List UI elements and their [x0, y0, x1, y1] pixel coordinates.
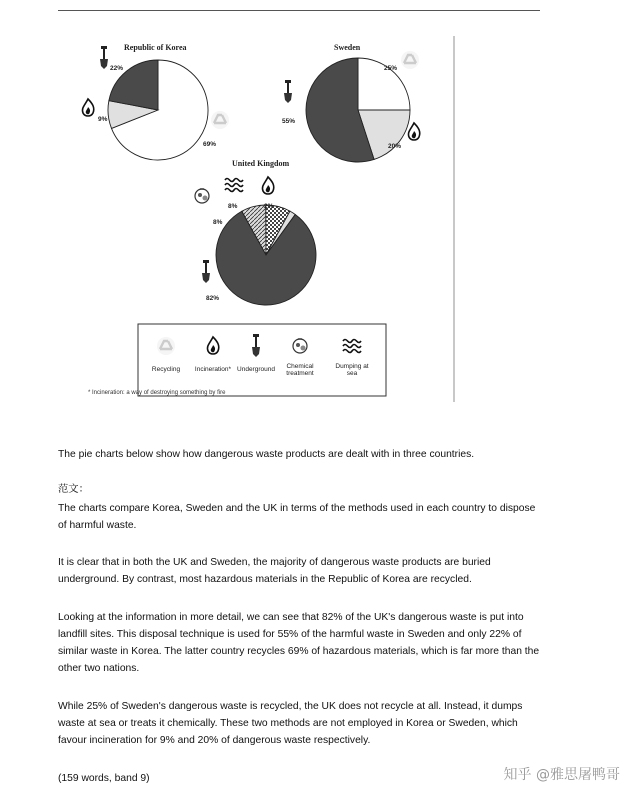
question-text: The pie charts below show how dangerous waste products are dealt with in three countries. — [58, 449, 475, 460]
legend-recycle-icon — [157, 337, 175, 355]
paragraph-2: It is clear that in both the UK and Sweden, the majority of dangerous waste products are buried underground. By contrast, most hazardous materials in the Republic of Korea are recycled. — [58, 557, 491, 585]
pie-charts-svg — [58, 28, 458, 408]
sweden-flame-icon — [408, 123, 419, 140]
sweden-label-incineration: 20% — [388, 143, 402, 150]
legend-label-chemical: Chemical treatment — [286, 363, 314, 377]
korea-title: Republic of Korea — [124, 43, 187, 52]
sweden-title: Sweden — [334, 43, 361, 52]
legend-flask-icon — [293, 339, 307, 353]
sweden-shovel-icon — [284, 80, 292, 103]
sweden-label-underground: 55% — [282, 118, 296, 125]
sweden-recycle-icon — [401, 51, 419, 69]
uk-label-underground: 82% — [206, 295, 220, 302]
watermark: 知乎 @雅思屠鸭哥 — [503, 767, 620, 783]
korea-pie — [108, 60, 208, 160]
uk-label-chemical: 8% — [213, 219, 223, 226]
korea-label-underground: 22% — [110, 65, 124, 72]
legend-label-recycling: Recycling — [151, 366, 181, 373]
uk-shovel-icon — [202, 260, 210, 283]
top-rule — [58, 10, 540, 11]
korea-recycle-icon — [211, 111, 229, 129]
uk-label-incineration: 2% — [264, 203, 274, 210]
korea-label-incineration: 9% — [98, 116, 108, 123]
sample-heading: 范文： — [58, 483, 89, 495]
legend-label-underground: Underground — [237, 366, 275, 373]
uk-title: United Kingdom — [232, 159, 290, 168]
korea-label-recycling: 69% — [203, 141, 217, 148]
korea-shovel-icon — [100, 46, 108, 69]
legend-label-sea: Dumping at sea — [335, 363, 369, 377]
uk-waves-icon — [225, 179, 243, 192]
paragraph-4: While 25% of Sweden's dangerous waste is recycled, the UK does not recycle at all. Instead, it dumps waste at sea or treats it chemically. These two methods are not employed in Korea or Sweden, which favour incineration for 9% and 20% of dangerous waste respectively. — [58, 701, 523, 746]
legend-label-incineration: Incineration* — [194, 366, 232, 373]
uk-flask-icon — [195, 189, 209, 203]
paragraph-1: The charts compare Korea, Sweden and the UK in terms of the methods used in each country to dispose of harmful waste. — [58, 503, 536, 531]
sweden-label-recycling: 25% — [384, 65, 398, 72]
legend-box — [138, 324, 386, 396]
korea-flame-icon — [82, 99, 93, 116]
uk-pie — [216, 205, 316, 305]
paragraph-3: Looking at the information in more detail, we can see that 82% of the UK's dangerous waste is put into landfill sites. This disposal technique is used for 55% of the harmful waste in Sweden and only 22% of similar waste in Korea. The latter country recycles 69% of hazardous materials, which is far more than the other two nations. — [58, 612, 540, 674]
word-count: (159 words, band 9) — [58, 773, 150, 784]
uk-label-sea: 8% — [228, 203, 238, 210]
footnote: * Incineration: a way of destroying something by fire — [88, 390, 226, 396]
pie-charts-figure — [58, 28, 458, 408]
uk-flame-icon — [262, 177, 273, 194]
